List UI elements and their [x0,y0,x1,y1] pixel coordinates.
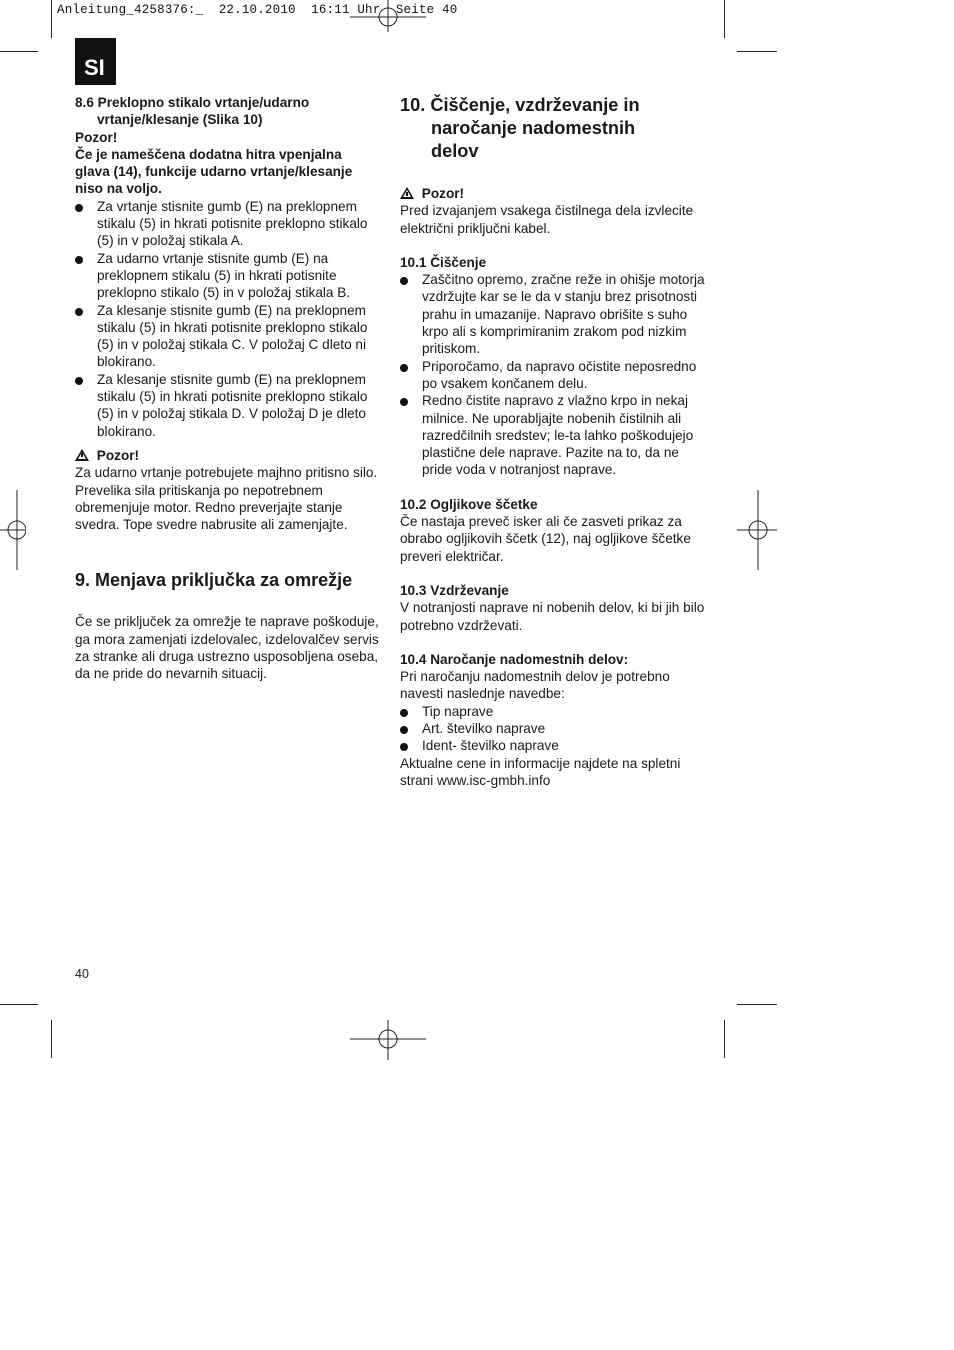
section-10-2-heading: 10.2 Ogljikove ščetke [400,496,538,512]
warning-label: Pozor! [421,186,465,201]
list-item-text: Za vrtanje stisnite gumb (E) na preklopnem stikalu (5) in hkrati potisnite preklopno stikalo (5) in v položaj stikala A. [97,198,368,249]
bullet-icon [75,256,83,264]
section-10-2-text: Če nastaja preveč isker ali če zasveti prikaz za obrabo ogljikovih ščetk (12), naj ogljikove ščetke preveri električar. [400,514,691,564]
warning-heading [75,447,380,464]
bullet-icon [400,277,408,285]
pozor-text: Če je nameščena dodatna hitra vpenjalna glava (14), funkcije udarno vrtanje/klesanje niso na voljo. [75,146,353,197]
section-10-heading [400,94,705,163]
list-item-text: Art. številko naprave [422,721,546,737]
section-8-6-heading-line2: vrtanje/klesanje (Slika 10) [97,112,263,128]
bullet-icon [75,377,83,385]
crop-mark-top-right-vertical [724,0,725,38]
section-10-heading-line3: delov [431,141,479,161]
registration-mark-right-icon [737,490,777,570]
list-item [400,271,705,357]
list-item [400,703,705,720]
section-10-heading-line1: 10. Čiščenje, vzdrževanje in [400,95,640,115]
warning-text: Pred izvajanjem vsakega čistilnega dela izvlecite električni priključni kabel. [400,203,694,236]
list-item [400,392,705,478]
crop-mark-bottom-right-horizontal [737,1004,777,1005]
list-item-text: Redno čistite napravo z vlažno krpo in nekaj milnice. Ne uporabljajte nobenih čistilnih ali razredčilnih sredstev; le-ta lahko poškodujejo plastične dele naprave. Pazite na to, da ne pride voda v notranjost naprave. [422,393,694,478]
registration-mark-left-icon [0,490,26,570]
list-item-text: Za klesanje stisnite gumb (E) na preklopnem stikalu (5) in hkrati potisnite preklopno stikalo (5) in v položaj stikala D. V položaj D je dleto blokirano. [97,371,368,439]
list-item [400,737,705,754]
registration-mark-bottom-icon [350,1020,426,1060]
crop-mark-top-right-horizontal [737,51,777,52]
bullet-icon [400,709,408,717]
bullet-icon [75,308,83,316]
bullet-icon [400,726,408,734]
crop-mark-bottom-left-vertical [51,1020,52,1058]
section-9-text: Če se priključek za omrežje te naprave poškoduje, ga mora zamenjati izdelovalec, izdelovalčev servis za stranke ali druga ustrezno usposobljena oseba, da ne pride do nevarnih situacij. [75,614,379,682]
pozor-label: Pozor! [75,129,118,145]
list-item [75,198,380,250]
bullet-icon [75,204,83,212]
cleaning-list [400,271,705,479]
list-item-text: Zaščitno opremo, zračne reže in ohišje motorja vzdržujte kar se le da v stanju brez prisotnosti prahu in umazanije. Napravo obrišite s suho krpo ali s komprimiranim zrakom pod nizkim pritiskom. [422,272,705,357]
warning-triangle-icon [400,187,414,199]
warning-heading [400,185,705,202]
list-item [75,250,380,302]
list-item [75,302,380,371]
section-10-4-outro: Aktualne cene in informacije najdete na spletni strani www.isc-gmbh.info [400,755,681,788]
crop-mark-top-left-horizontal [0,51,38,52]
bullet-icon [400,743,408,751]
list-item-text: Za udarno vrtanje stisnite gumb (E) na preklopnem stikalu (5) in hkrati potisnite preklopno stikalo (5) in v položaj stikala B. [97,250,351,301]
page-number: 40 [75,967,89,981]
list-item-text: Tip naprave [422,703,494,719]
bullet-icon [400,398,408,406]
right-column [400,94,705,789]
crop-mark-top-left-vertical [51,0,52,38]
section-10-heading-line2: naročanje nadomestnih [431,118,636,138]
section-10-4-intro: Pri naročanju nadomestnih delov je potrebno navesti naslednje navedbe: [400,669,670,702]
order-details-list [400,703,705,755]
list-item-text: Ident- številko naprave [422,738,559,754]
list-item [400,720,705,737]
language-badge: SI [75,38,116,85]
section-10-3-text: V notranjosti naprave ni nobenih delov, ki bi jih bilo potrebno vzdrževati. [400,600,705,633]
list-item-text: Priporočamo, da napravo očistite neposredno po vsakem končanem delu. [422,358,697,391]
section-8-6-heading [75,94,380,129]
warning-triangle-icon [75,449,89,461]
crop-mark-bottom-right-vertical [724,1020,725,1058]
warning-text: Za udarno vrtanje potrebujete majhno pritisno silo. Prevelika sila pritiskanja po nepotrebnem obremenjuje motor. Redno preverjajte stanje svedra. Tope svedre nabrusite ali zamenjajte. [75,465,378,533]
left-column [75,94,380,683]
print-slug: Anleitung_4258376:_ 22.10.2010 16:11 Uhr Seite 40 [57,3,458,17]
bullet-icon [400,364,408,372]
list-item [75,371,380,440]
registration-mark-top-icon [350,0,426,32]
list-item-text: Za klesanje stisnite gumb (E) na preklopnem stikalu (5) in hkrati potisnite preklopno stikalo (5) in v položaj stikala C. V položaj C dleto ni blokirano. [97,302,368,370]
list-item [400,358,705,393]
section-10-3-heading: 10.3 Vzdrževanje [400,582,509,598]
warning-label: Pozor! [96,447,140,463]
section-10-1-heading: 10.1 Čiščenje [400,254,487,270]
crop-mark-bottom-left-horizontal [0,1004,38,1005]
section-10-4-heading: 10.4 Naročanje nadomestnih delov: [400,651,629,667]
switch-positions-list [75,198,380,440]
section-8-6-heading-line1: 8.6 Preklopno stikalo vrtanje/udarno [75,95,310,110]
section-9-heading: 9. Menjava priključka za omrežje [75,570,353,591]
